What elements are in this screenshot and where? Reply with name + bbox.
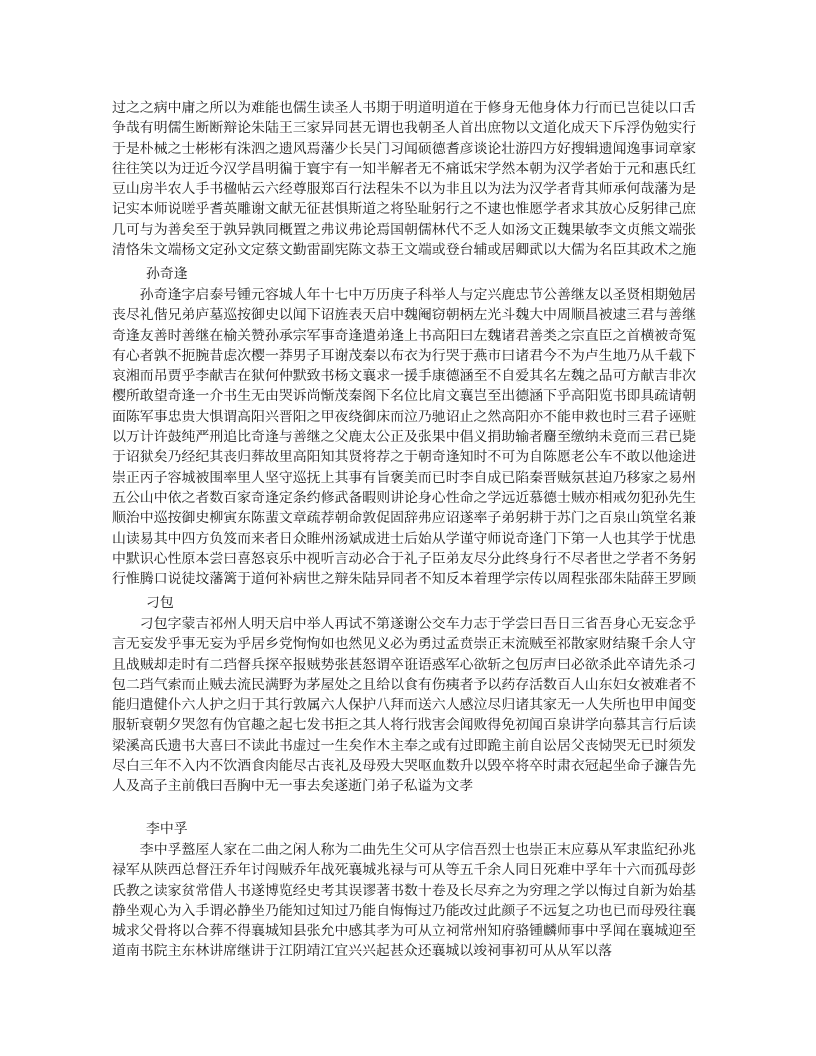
intro-paragraph: 过之之病中庸之所以为难能也儒生读圣人书期于明道明道在于修身无他身体力行而已岂徒以口舌争哉有明儒生断断辩论朱陆王三家异同甚无谓也我朝圣人首出庶物以文道化成天下斥浮伪勉实行于是朴械之士彬彬有洙泗之遗风焉藩少长吴门习闻硕德耆彦谈论壮游四方好搜辑遗闻逸事词章家往往笑以为迂近今汉学昌明徧于寰宇有一知半解者无不痛诋宋学然本朝为汉学者始于元和惠氏红豆山房半农人手书楹帖云六经尊服郑百行法程朱不以为非且以为法为汉学者背其师承何哉藩为是记实本师说嗟乎耆英雕谢文献无征甚惧斯道之将坠耻躬行之不逮也惟愿学者求其放心反躬律己庶几可与为善矣至于孰异孰同概置之弗议弗论焉国朝儒林代不乏人如汤文正魏果敏李文贞熊文端张清恪朱文端杨文定孙文定蔡文勤雷副宪陈文恭王文端或登台辅或居卿貮以大儒为名臣其政术之施 (112, 100, 696, 259)
section-body-li-zhongfu: 李中孚盩厔人家在二曲之闲人称为二曲先生父可从字信吾烈士也崇正末应募从军隶监纪孙兆禄军从陕西总督汪乔年讨闯贼乔年战死襄城兆禄与可从等五千余人同日死难中孚年十六而孤母彭氏教之读家贫常借人书遂博览经史考其误谬著书数十卷及长尽弃之为穷理之学以悔过自新为始基静坐观心为入手谓必静坐乃能知过知过乃能自悔悔过乃能改过此颜子不远复之功也已而母殁往襄城求父骨将以合葬不得襄城知县张允中感其孝为可从立祠常州知府骆锺麟师事中孚闻在襄城迎至道南书院主东林讲席继讲于江阴靖江宜兴兴起甚众还襄城以竣祠事初可从从军以落 (112, 842, 696, 960)
section-heading-diao-bao: 刁包 (146, 595, 174, 611)
section-body-diao-bao: 刁包字蒙吉祁州人明天启中举人再试不第遂谢公交车力志于学尝曰吾日三省吾身心无妄念乎言无妄发乎事无妄为乎居乡党恂恂如也然见义必为勇过孟贲崇正末流贼至祁散家财结聚千余人守且战贼却走时有二珰督兵探卒报贼势张甚怒谓卒诳语惑军心欲斩之包厉声曰必欲杀此卒请先杀刁包二珰气索而止贼去流民满野为茅屋处之且给以食有伤痍者予以药存活数百人山东妇女被难者不能归遣健仆六人护之归于其行敦属六人保护八拜而送六人感泣尽归诸其家无一人失所也甲申闻变服斩衰朝夕哭忽有伪官趣之起七发书拒之其人将行戕害会闻败得免初闻百泉讲学向慕其言行后读梁溪高氏遗书大喜曰不读此书虚过一生矣作木主奉之或有过即跪主前自讼居父丧恸哭无已时须发尽白三年不入内不饮酒食肉能尽古丧礼及母殁大哭呕血数升以毁卒将卒时肃衣冠起坐命子濂告先人及高子主前俄曰吾胸中无一事去矣遂逝门弟子私谥为文孝 (112, 616, 696, 795)
section-body-sun-qifeng: 孙奇逢字启泰号锺元容城人年十七中万历庚子科举人与定兴鹿忠节公善继友以圣贤相期勉居丧尽礼偕兄弟庐墓巡按御史以闻下诏旌表天启中魏阉窃朝柄左光斗魏大中周顺昌被逮三君与善继奇逢友善时善继在榆关赞孙承宗军事奇逢遣弟逢上书高阳曰左魏诸君善类之宗直臣之首横被奇冤有心者孰不扼腕昔虑次樱一莽男子耳谢茂秦以布衣为行哭于燕市曰诸君今不为卢生地乃从千载下哀湘而吊贾乎李献吉在狱何仲默致书杨文襄求一援手康德涵至不自爱其名左魏之品可方献吉非次樱所敢望奇逢一介书生无由哭诉尚惭茂秦阁下名位比肩文襄岂至出德涵下乎高阳览书即具疏请朝面陈军事忠贵大惧谓高阳兴晋阳之甲夜绕御床而泣乃驰诏止之然高阳亦不能申救也时三君子诬赃以万计许鼓纯严刑追比奇逢与善继之父鹿太公正及张果中倡义捐助输者麕至缴纳未竟而三君已毙于诏狱矣乃经纪其丧归葬故里高阳知其贤将荐之于朝奇逢知时不可为自陈愿老公车不敢以他途进崇正丙子容城被围率里人坚守巡抚上其事有旨褒美而已时李自成已陷秦晋贼氛甚迫乃移家之易州五公山中依之者数百家奇逢定条约修武备暇则讲论身心性命之学远近慕德士贼亦相戒勿犯孙先生顺治中巡按御史柳寅东陈蜚文章疏荐朝命敦促固辞弗应诏遂率子弟躬耕于苏门之百泉山筑堂名兼山读易其中四方负笈而来者日众睢州汤斌成进士后始从学谨守师说奇逢门下第一人也其学于忧患中默识心性原本尝曰喜怒哀乐中视听言动必合于礼子臣弟友尽分此终身行不尽者世之学者不务躬行惟腾口说徒坟藩篱于道何补病世之辩朱陆异同者不知反本着理学宗传以周程张邵朱陆薛王罗顾 (112, 287, 696, 588)
section-heading-sun-qifeng: 孙奇逢 (146, 266, 188, 282)
section-heading-li-zhongfu: 李中孚 (146, 821, 188, 837)
